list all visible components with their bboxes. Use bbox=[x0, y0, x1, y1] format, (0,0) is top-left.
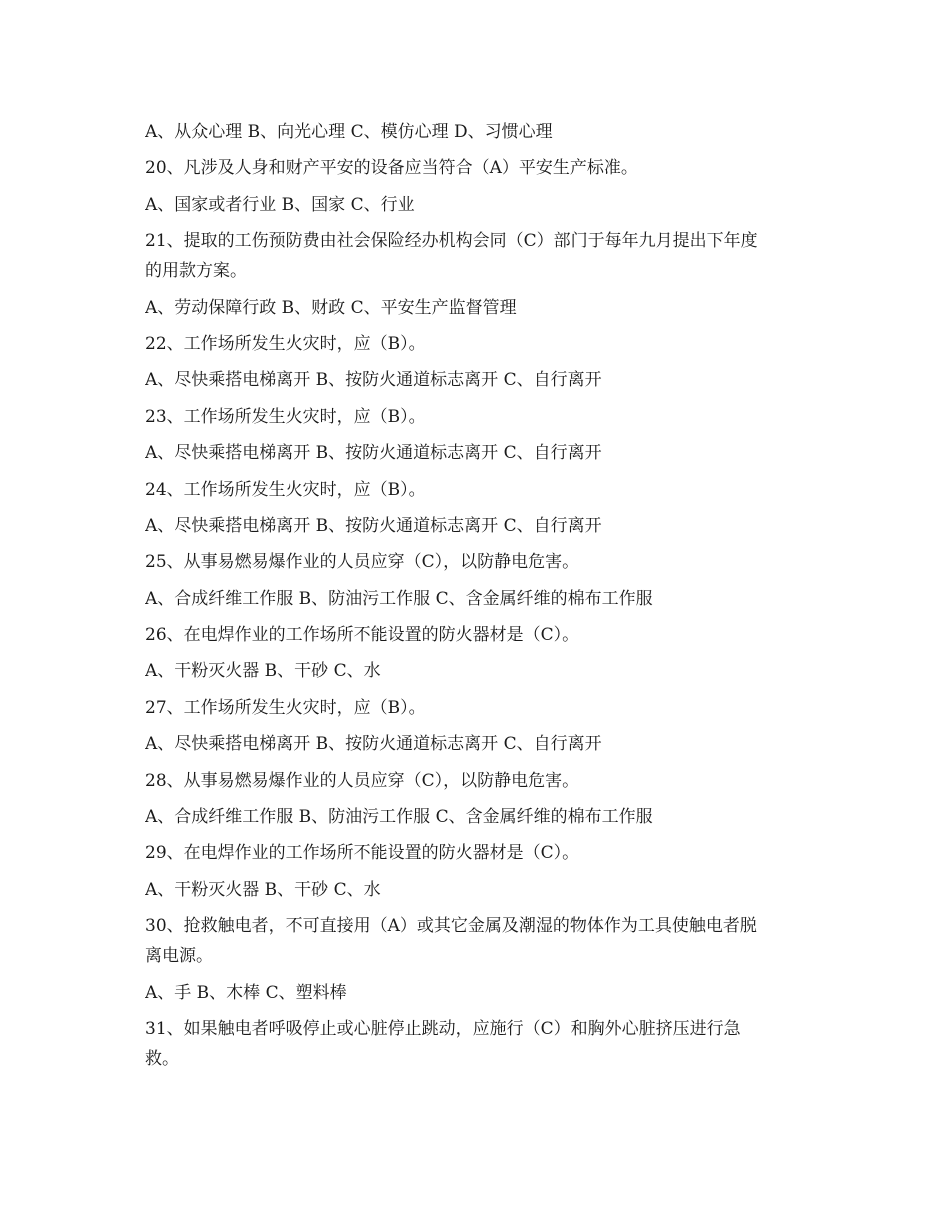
answer-options-20: A、国家或者行业 B、国家 C、行业 bbox=[145, 194, 415, 215]
question-28: 28、从事易燃易爆作业的人员应穿（C），以防静电危害。 bbox=[145, 770, 580, 791]
question-30-line-2: 离电源。 bbox=[145, 946, 213, 967]
answer-options-27: A、尽快乘搭电梯离开 B、按防火通道标志离开 C、自行离开 bbox=[145, 734, 602, 755]
question-24: 24、工作场所发生火灾时，应（B）。 bbox=[145, 479, 426, 500]
answer-options-29: A、干粉灭火器 B、干砂 C、水 bbox=[145, 879, 381, 900]
question-31-line-1: 31、如果触电者呼吸停止或心脏停止跳动，应施行（C）和胸外心脏挤压进行急 bbox=[145, 1018, 741, 1039]
question-31 bbox=[145, 1014, 810, 1074]
question-21 bbox=[145, 226, 810, 286]
document-body bbox=[145, 117, 810, 1080]
question-21-line-1: 21、提取的工伤预防费由社会保险经办机构会同（C）部门于每年九月提出下年度 bbox=[145, 231, 758, 252]
question-26: 26、在电焊作业的工作场所不能设置的防火器材是（C）。 bbox=[145, 625, 580, 646]
question-27: 27、工作场所发生火灾时，应（B）。 bbox=[145, 697, 426, 718]
answer-options-25: A、合成纤维工作服 B、防油污工作服 C、含金属纤维的棉布工作服 bbox=[145, 588, 653, 609]
question-30 bbox=[145, 911, 810, 971]
answer-options-22: A、尽快乘搭电梯离开 B、按防火通道标志离开 C、自行离开 bbox=[145, 370, 602, 391]
answer-options-23: A、尽快乘搭电梯离开 B、按防火通道标志离开 C、自行离开 bbox=[145, 443, 602, 464]
answer-options-19: A、从众心理 B、向光心理 C、模仿心理 D、习惯心理 bbox=[145, 122, 553, 142]
question-25: 25、从事易燃易爆作业的人员应穿（C），以防静电危害。 bbox=[145, 552, 580, 573]
question-21-line-2: 的用款方案。 bbox=[145, 261, 247, 282]
answer-options-21: A、劳动保障行政 B、财政 C、平安生产监督管理 bbox=[145, 297, 517, 318]
question-31-line-2: 救。 bbox=[145, 1048, 179, 1069]
answer-options-30: A、手 B、木棒 C、塑料棒 bbox=[145, 982, 347, 1003]
answer-options-24: A、尽快乘搭电梯离开 B、按防火通道标志离开 C、自行离开 bbox=[145, 515, 602, 536]
question-20: 20、凡涉及人身和财产平安的设备应当符合（A）平安生产标准。 bbox=[145, 158, 638, 179]
answer-options-28: A、合成纤维工作服 B、防油污工作服 C、含金属纤维的棉布工作服 bbox=[145, 807, 653, 828]
answer-options-26: A、干粉灭火器 B、干砂 C、水 bbox=[145, 661, 381, 682]
question-22: 22、工作场所发生火灾时，应（B）。 bbox=[145, 333, 426, 354]
question-30-line-1: 30、抢救触电者，不可直接用（A）或其它金属及潮湿的物体作为工具使触电者脱 bbox=[145, 916, 757, 937]
question-29: 29、在电焊作业的工作场所不能设置的防火器材是（C）。 bbox=[145, 843, 580, 864]
question-23: 23、工作场所发生火灾时，应（B）。 bbox=[145, 406, 426, 427]
